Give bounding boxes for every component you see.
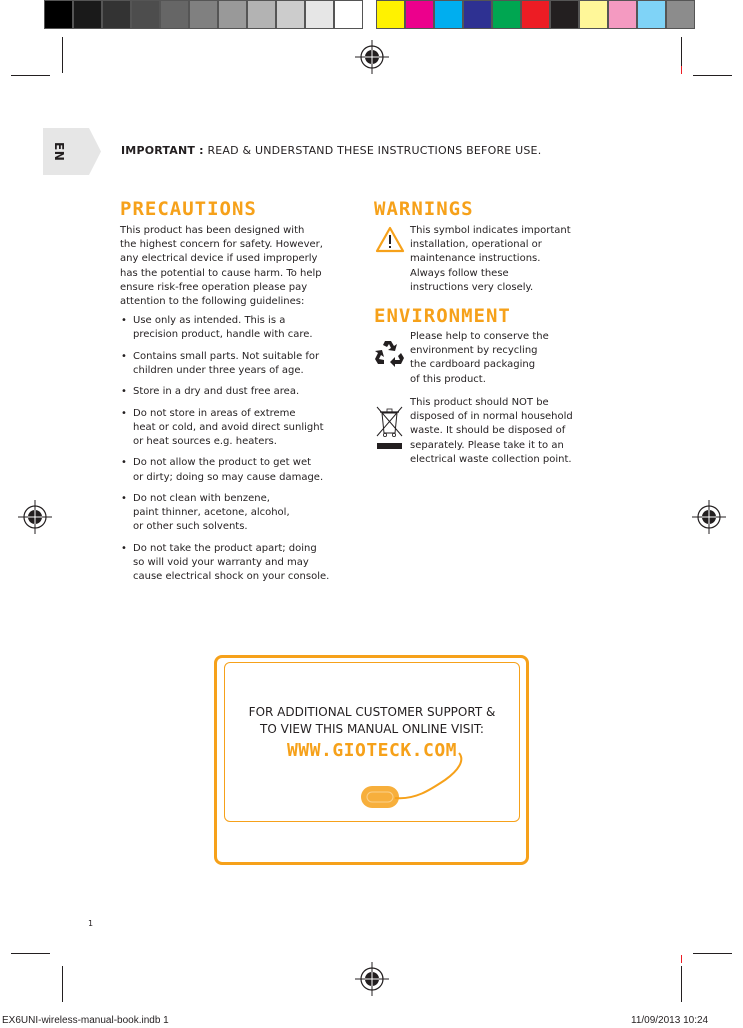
warnings-text-line: maintenance instructions. <box>410 253 541 265</box>
recycle-icon <box>374 338 405 368</box>
registration-mark-icon <box>355 962 389 996</box>
precaution-item-line: • Store in a dry and dust free area. <box>133 386 300 398</box>
crop-mark <box>11 953 50 954</box>
grayscale-swatch <box>305 0 334 29</box>
process-color-swatch <box>637 0 666 29</box>
recycle-text-line: the cardboard packaging <box>410 359 536 371</box>
precaution-item-line: • Do not allow the product to get wet <box>133 457 312 469</box>
recycle-text <box>410 330 600 387</box>
precaution-item <box>120 314 365 342</box>
support-line-2: TO VIEW THIS MANUAL ONLINE VISIT: <box>260 722 484 736</box>
precautions-list <box>120 314 365 592</box>
process-color-swatch <box>376 0 405 29</box>
grayscale-swatch <box>218 0 247 29</box>
crop-mark <box>681 966 682 1002</box>
weee-text-line: disposed of in normal household <box>410 411 573 423</box>
precautions-intro <box>120 224 360 309</box>
precaution-item-line: or heat sources e.g. heaters. <box>133 435 277 447</box>
precaution-item-line: heat or cold, and avoid direct sunlight <box>133 421 324 433</box>
crop-mark <box>693 953 732 954</box>
precaution-item-line: • Do not clean with benzene, <box>133 492 270 504</box>
registration-mark-icon <box>355 40 389 74</box>
weee-text-line: electrical waste collection point. <box>410 453 572 465</box>
weee-text-line: waste. It should be disposed of <box>410 425 566 437</box>
precautions-intro-line: has the potential to cause harm. To help <box>120 267 322 279</box>
grayscale-swatch <box>334 0 363 29</box>
crop-mark <box>62 966 63 1002</box>
grayscale-swatch <box>247 0 276 29</box>
precautions-title: PRECAUTIONS <box>120 198 257 220</box>
precaution-item-line: paint thinner, acetone, alcohol, <box>133 507 290 519</box>
support-line-1: FOR ADDITIONAL CUSTOMER SUPPORT & <box>248 705 496 719</box>
precaution-item <box>120 456 365 484</box>
process-color-swatch <box>405 0 434 29</box>
precaution-item-line: • Do not take the product apart; doing <box>133 542 317 554</box>
crossed-bin-icon <box>374 404 405 451</box>
crop-mark <box>62 37 63 73</box>
precaution-item-line: or other such solvents. <box>133 521 248 533</box>
grayscale-swatch <box>102 0 131 29</box>
weee-text-line: This product should NOT be <box>410 397 549 408</box>
warning-triangle-icon <box>375 226 405 253</box>
precaution-item-line: so will void your warranty and may <box>133 556 309 568</box>
process-color-swatch <box>463 0 492 29</box>
footer-file-name: EX6UNI-wireless-manual-book.indb 1 <box>2 1015 169 1026</box>
precautions-intro-line: attention to the following guidelines: <box>120 296 305 308</box>
precaution-item <box>120 385 365 399</box>
crop-mark <box>693 75 732 76</box>
registration-mark-icon <box>692 500 726 534</box>
grayscale-swatch <box>131 0 160 29</box>
grayscale-color-bar <box>44 0 363 31</box>
process-color-swatch <box>608 0 637 29</box>
grayscale-swatch <box>276 0 305 29</box>
language-label: EN <box>52 142 66 162</box>
grayscale-swatch <box>73 0 102 29</box>
recycle-text-line: Please help to conserve the <box>410 331 549 342</box>
precaution-item <box>120 542 365 585</box>
precaution-item-line: • Do not store in areas of extreme <box>133 407 296 419</box>
recycle-text-line: environment by recycling <box>410 345 538 357</box>
precautions-intro-line: any electrical device if used improperly <box>120 253 318 265</box>
precaution-item-line: children under three years of age. <box>133 364 304 376</box>
precaution-item-line: precision product, handle with care. <box>133 329 313 341</box>
process-color-swatch <box>492 0 521 29</box>
important-text: READ & UNDERSTAND THESE INSTRUCTIONS BEFORE USE. <box>207 144 542 157</box>
weee-text-line: separately. Please take it to an <box>410 439 564 451</box>
precautions-intro-line: the highest concern for safety. However, <box>120 239 323 251</box>
precaution-item <box>120 407 365 450</box>
warnings-text-line: installation, operational or <box>410 239 542 251</box>
environment-title: ENVIRONMENT <box>374 305 511 327</box>
precautions-intro-line: ensure risk-free operation please pay <box>120 281 308 293</box>
warnings-text-line: Always follow these <box>410 267 509 279</box>
recycle-text-line: of this product. <box>410 373 486 385</box>
precautions-intro-line: This product has been designed with <box>120 225 305 236</box>
precaution-item <box>120 350 365 378</box>
mouse-cable-icon <box>355 750 470 815</box>
process-color-swatch <box>550 0 579 29</box>
warnings-text-line: This symbol indicates important <box>410 225 571 236</box>
bleed-mark <box>681 66 682 74</box>
important-notice <box>121 144 541 157</box>
process-color-swatch <box>434 0 463 29</box>
warnings-title: WARNINGS <box>374 198 474 220</box>
precaution-item-line: • Contains small parts. Not suitable for <box>133 350 320 362</box>
footer-date: 11/09/2013 10:24 <box>631 1015 709 1026</box>
grayscale-swatch <box>189 0 218 29</box>
precaution-item <box>120 492 365 535</box>
page-number: 1 <box>88 919 94 928</box>
important-prefix: IMPORTANT : <box>121 144 204 157</box>
registration-mark-icon <box>18 500 52 534</box>
support-url-link[interactable]: WWW.GIOTECK.COM <box>286 740 458 761</box>
weee-text <box>410 396 605 467</box>
precaution-item-line: • Use only as intended. This is a <box>133 315 286 326</box>
grayscale-swatch <box>160 0 189 29</box>
precaution-item-line: or dirty; doing so may cause damage. <box>133 471 324 483</box>
process-color-swatch <box>666 0 695 29</box>
process-color-bar <box>376 0 695 31</box>
process-color-swatch <box>579 0 608 29</box>
warnings-text <box>410 224 600 295</box>
crop-mark <box>11 75 50 76</box>
process-color-swatch <box>521 0 550 29</box>
grayscale-swatch <box>44 0 73 29</box>
precaution-item-line: cause electrical shock on your console. <box>133 571 330 583</box>
warnings-text-line: instructions very closely. <box>410 281 534 293</box>
bleed-mark <box>681 955 682 963</box>
